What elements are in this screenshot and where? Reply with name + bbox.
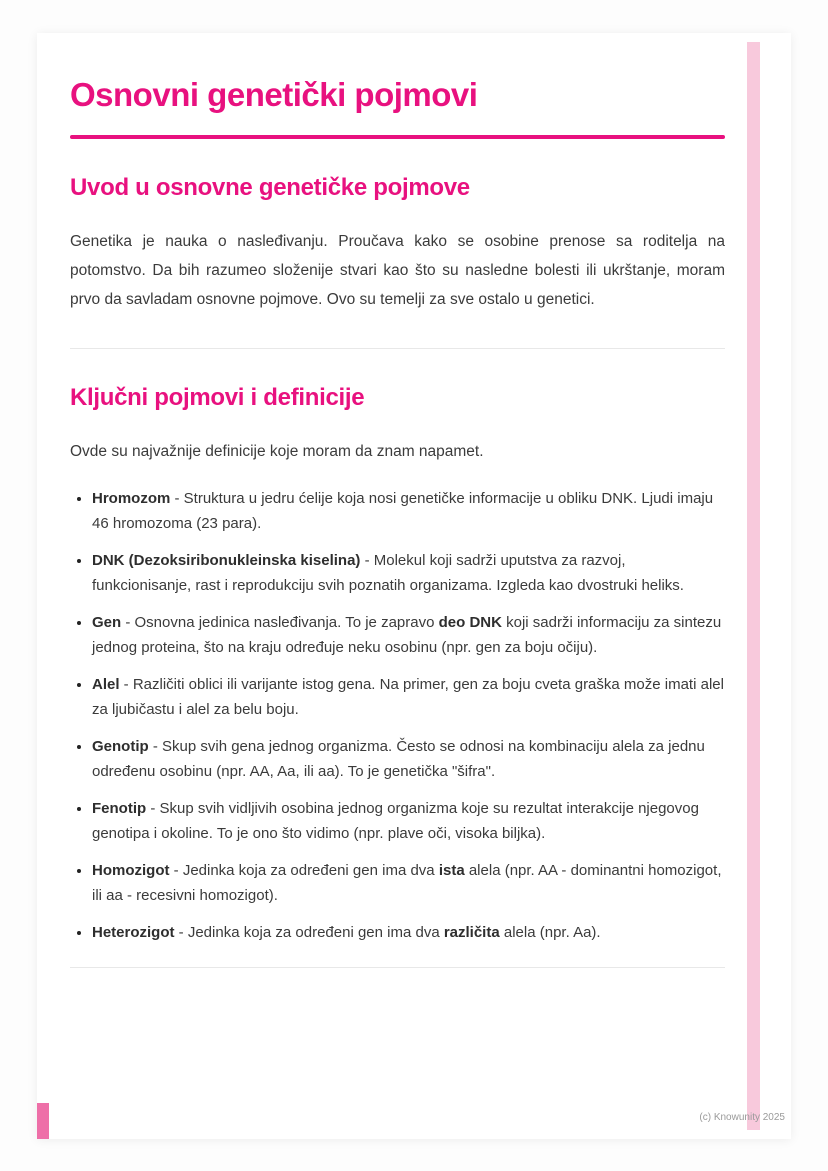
term-text: - Molekul koji sadrži uputstva za razvoj, funkcionisanje, rast i reprodukciju svih poznatih organizama. Izgleda kao dvostruki heliks.	[92, 552, 684, 594]
section-heading-definitions: Ključni pojmovi i definicije	[70, 384, 365, 411]
intro-paragraph: Genetika je nauka o nasleđivanju. Proučava kako se osobine prenose sa roditelja na potomstvo. Da bih razumeo složenije stvari kao što su nasledne bolesti ili ukrštanje, moram prvo da savladam osnovne pojmove. Ovo su temelji za sve ostalo u genetici.	[70, 233, 725, 308]
list-item	[92, 610, 725, 660]
section-heading-intro: Uvod u osnovne genetičke pojmove	[70, 174, 470, 201]
list-item	[92, 734, 725, 784]
list-item	[92, 858, 725, 908]
title-rule	[70, 135, 725, 139]
list-item	[92, 486, 725, 536]
term-bold: ista	[438, 862, 465, 879]
term-bold: Genotip	[92, 738, 149, 755]
section-divider	[70, 348, 725, 349]
footer-credit: (c) Knowunity 2025	[699, 1112, 785, 1123]
term-bold: Alel	[92, 676, 120, 693]
term-text: - Različiti oblici ili varijante istog gena. Na primer, gen za boju cveta graška može imati alel za ljubičastu i alel za belu boju.	[92, 676, 724, 718]
list-item	[92, 796, 725, 846]
document-page	[37, 33, 791, 1139]
term-bold: Heterozigot	[92, 924, 175, 941]
term-text: - Skup svih vidljivih osobina jednog organizma koje su rezultat interakcije njegovog genotipa i okoline. To je ono što vidimo (npr. plave oči, visoka biljka).	[92, 800, 699, 842]
term-bold: Homozigot	[92, 862, 170, 879]
page-content	[37, 33, 791, 968]
term-text: - Struktura u jedru ćelije koja nosi genetičke informacije u obliku DNK. Ljudi imaju 46 hromozoma (23 para).	[92, 490, 714, 532]
term-text: - Skup svih gena jednog organizma. Često se odnosi na kombinaciju alela za jednu određenu osobinu (npr. AA, Aa, ili aa). To je genetička "šifra".	[92, 738, 705, 780]
term-text: alela (npr. AA - dominantni homozigot, ili aa - recesivni homozigot).	[92, 862, 722, 904]
definitions-intro: Ovde su najvažnije definicije koje moram da znam napamet.	[70, 443, 484, 460]
term-text: koji sadrži informaciju za sintezu jednog proteina, što na kraju određuje neku osobinu (npr. gen za boju očiju).	[92, 614, 722, 656]
term-text: - Jedinka koja za određeni gen ima dva	[174, 924, 444, 941]
term-text: - Jedinka koja za određeni gen ima dva	[169, 862, 439, 879]
list-item	[92, 548, 725, 598]
list-item	[92, 920, 725, 945]
term-bold: deo DNK	[438, 614, 502, 631]
term-bold: DNK (Dezoksiribonukleinska kiselina)	[92, 552, 361, 569]
term-text: alela (npr. Aa).	[499, 924, 601, 941]
term-bold: različita	[443, 924, 500, 941]
page-title: Osnovni genetički pojmovi	[70, 76, 478, 113]
term-bold: Hromozom	[92, 490, 171, 507]
term-text: - Osnovna jedinica nasleđivanja. To je zapravo	[121, 614, 439, 631]
bottom-divider	[70, 967, 725, 968]
term-bold: Fenotip	[92, 800, 147, 817]
definitions-list	[70, 486, 725, 945]
decorative-stripe-bottom-left	[37, 1103, 49, 1139]
term-bold: Gen	[92, 614, 122, 631]
list-item	[92, 672, 725, 722]
